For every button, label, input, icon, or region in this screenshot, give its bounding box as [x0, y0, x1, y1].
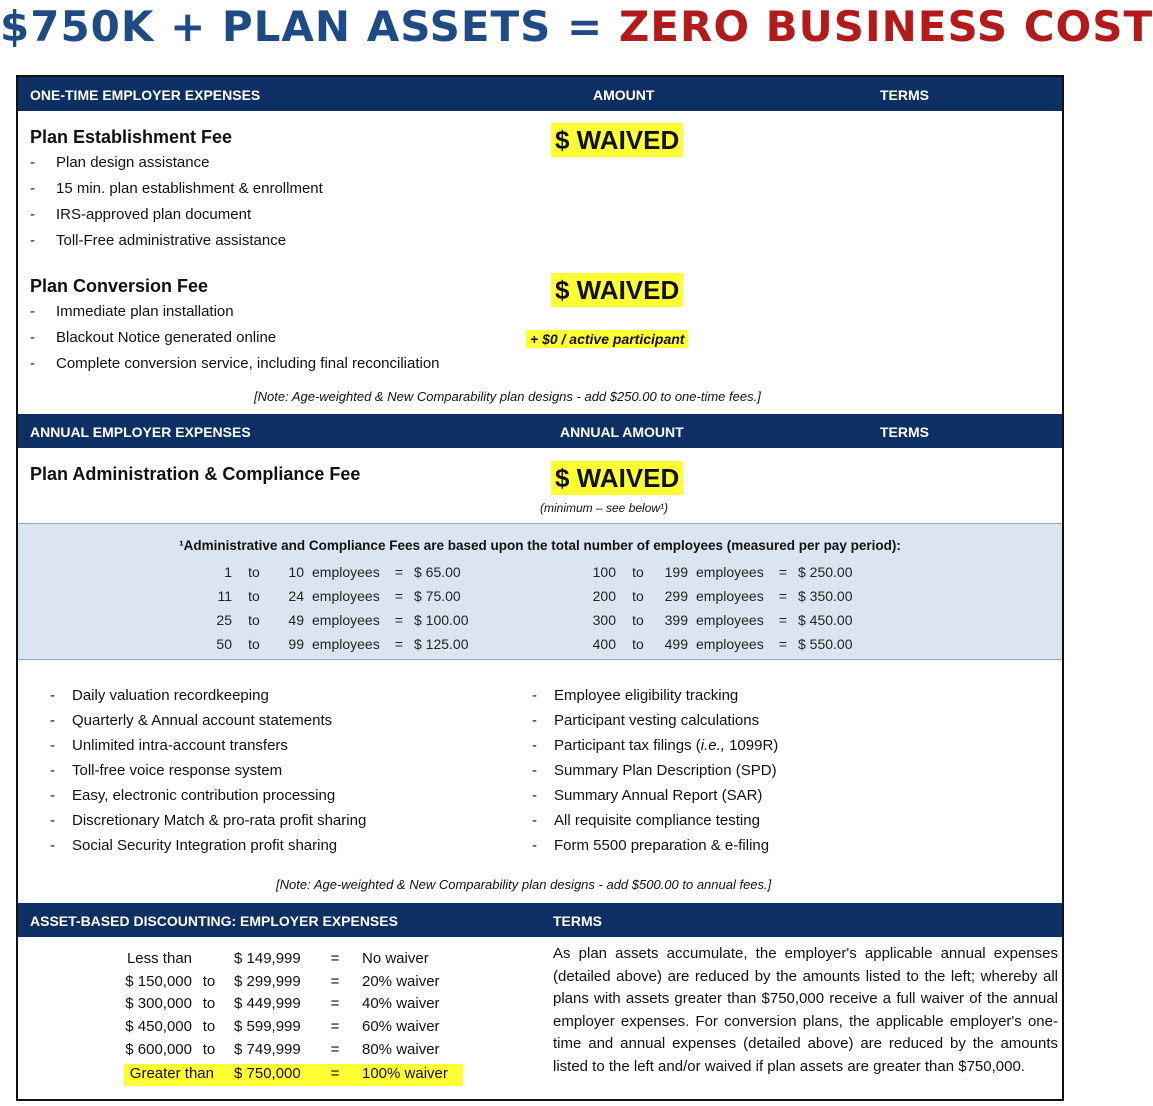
list-item-text: Complete conversion service, including final reconciliation: [56, 355, 440, 372]
asset-cell: 60% waiver: [362, 1018, 440, 1036]
tier-cell: 100: [592, 564, 616, 580]
dash-bullet: -: [532, 837, 537, 854]
service-text: Discretionary Match & pro-rata profit sharing: [72, 812, 367, 829]
establishment-fee-title: Plan Establishment Fee: [30, 127, 233, 147]
tier-cell: 200: [592, 588, 616, 604]
service-text: All requisite compliance testing: [554, 812, 760, 829]
tier-cell: 1: [224, 564, 232, 580]
one-time-note: [Note: Age-weighted & New Comparability plan designs - add $250.00 to one-time fees.]: [254, 389, 761, 404]
terms-header: TERMS: [880, 87, 929, 103]
service-text: Form 5500 preparation & e-filing: [554, 837, 770, 854]
list-item: [30, 206, 252, 223]
list-item: [30, 180, 323, 197]
service-item: [532, 687, 739, 704]
asset-cell: $ 749,999: [234, 1040, 301, 1058]
amount-header: AMOUNT: [593, 87, 655, 103]
asset-cell: No waiver: [362, 950, 429, 967]
tier-cell: to: [248, 636, 260, 652]
tier-cell: =: [778, 612, 788, 628]
tier-cell: 49: [288, 612, 304, 628]
asset-cell: 40% waiver: [362, 995, 440, 1013]
service-text: Easy, electronic contribution processing: [72, 787, 336, 804]
tier-cell: 24: [288, 588, 304, 604]
admin-waived: $ WAIVED: [551, 461, 683, 495]
tier-cell: to: [248, 612, 260, 628]
annual-header-label: ANNUAL EMPLOYER EXPENSES: [30, 424, 251, 440]
tier-cell: to: [248, 588, 260, 604]
tier-cell: =: [778, 588, 788, 604]
fee-schedule: [16, 75, 1064, 1101]
asset-cell: =: [330, 995, 340, 1013]
tier-cell: 11: [217, 588, 232, 604]
annual-amount-header: ANNUAL AMOUNT: [560, 424, 684, 440]
tier-cell: =: [394, 636, 404, 652]
service-text: Social Security Integration profit sharing: [72, 837, 338, 854]
asset-cell: $ 149,999: [234, 950, 301, 967]
dash-bullet: -: [532, 787, 537, 804]
dash-bullet: -: [30, 329, 35, 346]
tier-cell: 199: [664, 564, 688, 580]
asset-cell: Less than: [126, 950, 192, 967]
service-item: [50, 762, 283, 779]
asset-cell: 80% waiver: [362, 1040, 440, 1058]
tier-cell: employees: [312, 636, 380, 652]
dash-bullet: -: [30, 232, 35, 249]
service-text: Summary Plan Description (SPD): [554, 762, 777, 779]
service-item: [532, 812, 760, 829]
asset-cell: =: [330, 950, 340, 967]
tier-cell: 99: [288, 636, 304, 652]
service-text: Unlimited intra-account transfers: [72, 737, 288, 754]
service-text: Quarterly & Annual account statements: [72, 712, 333, 729]
asset-cell: $ 599,999: [234, 1018, 301, 1036]
tier-cell: $ 75.00: [414, 588, 461, 604]
annual-terms-header: TERMS: [880, 424, 929, 440]
service-item: [532, 787, 763, 804]
service-item: [50, 712, 333, 729]
dash-bullet: -: [50, 712, 55, 729]
dash-bullet: -: [50, 837, 55, 854]
asset-highlight-cell: 100% waiver: [362, 1065, 448, 1082]
asset-cell: $ 150,000: [125, 972, 192, 990]
tier-cell: =: [394, 612, 404, 628]
asset-terms-header: TERMS: [553, 913, 602, 929]
tier-cell: =: [778, 564, 788, 580]
admin-fee-title: Plan Administration & Compliance Fee: [30, 464, 361, 484]
asset-cell: =: [330, 1018, 340, 1036]
asset-highlight-cell: =: [330, 1065, 340, 1082]
tier-heading: ¹Administrative and Compliance Fees are based upon the total number of employees (measured per pay period):: [179, 538, 901, 553]
asset-cell: to: [202, 995, 216, 1013]
asset-cell: to: [202, 1018, 216, 1036]
list-item: [30, 232, 287, 249]
service-item: [532, 837, 770, 854]
tier-cell: 499: [664, 636, 688, 652]
tier-cell: $ 550.00: [798, 636, 853, 652]
list-item: [30, 303, 234, 320]
service-item: [532, 712, 760, 729]
annual-header: [18, 414, 1062, 448]
title-part-red: ZERO BUSINESS COST: [618, 2, 1153, 51]
tier-cell: =: [394, 588, 404, 604]
dash-bullet: -: [30, 355, 35, 372]
page-title: [0, 2, 1153, 58]
dash-bullet: -: [50, 687, 55, 704]
asset-cell: 20% waiver: [362, 972, 440, 990]
tier-schedule: [18, 523, 1062, 660]
tier-cell: employees: [696, 564, 764, 580]
tier-cell: 400: [592, 636, 616, 652]
tier-cell: $ 100.00: [414, 612, 469, 628]
dash-bullet: -: [30, 180, 35, 197]
dash-bullet: -: [532, 737, 537, 754]
tier-cell: to: [632, 636, 644, 652]
tier-cell: $ 250.00: [798, 564, 853, 580]
dash-bullet: -: [532, 712, 537, 729]
tier-cell: employees: [312, 612, 380, 628]
list-item: [30, 329, 277, 346]
service-text: [554, 737, 778, 754]
tier-cell: employees: [696, 636, 764, 652]
asset-header-label: ASSET-BASED DISCOUNTING: EMPLOYER EXPENSES: [30, 913, 398, 929]
dash-bullet: -: [30, 154, 35, 171]
tax-after: 1099R): [724, 737, 779, 754]
asset-cell: to: [202, 972, 216, 990]
dash-bullet: -: [50, 787, 55, 804]
asset-highlight-cell: Greater than: [129, 1065, 214, 1082]
list-item-text: Blackout Notice generated online: [56, 329, 277, 346]
asset-cell: $ 450,000: [125, 1018, 192, 1036]
service-item: [50, 837, 338, 854]
tier-cell: to: [632, 564, 644, 580]
asset-header: [18, 903, 1062, 937]
tier-cell: to: [632, 612, 644, 628]
asset-cell: =: [330, 1040, 340, 1058]
one-time-header: [18, 77, 1062, 111]
service-item: [532, 762, 777, 779]
list-item-text: Toll-Free administrative assistance: [56, 232, 287, 249]
tier-cell: 25: [216, 612, 232, 628]
list-item-text: 15 min. plan establishment & enrollment: [56, 180, 323, 197]
tier-cell: $ 125.00: [414, 636, 469, 652]
asset-cell: $ 299,999: [234, 972, 301, 990]
tier-cell: employees: [312, 588, 380, 604]
tax-before: Participant tax filings (: [554, 737, 701, 754]
tier-cell: 10: [288, 564, 304, 580]
list-item-text: IRS-approved plan document: [56, 206, 252, 223]
service-item: [50, 737, 288, 754]
establishment-waived: $ WAIVED: [551, 123, 683, 157]
tier-cell: employees: [312, 564, 380, 580]
dash-bullet: -: [50, 812, 55, 829]
service-item: [50, 687, 269, 704]
dash-bullet: -: [50, 737, 55, 754]
list-item-text: Plan design assistance: [56, 154, 210, 171]
dash-bullet: -: [532, 762, 537, 779]
tier-cell: to: [632, 588, 644, 604]
service-text: Participant vesting calculations: [554, 712, 760, 729]
service-text: Summary Annual Report (SAR): [554, 787, 763, 804]
service-item: [50, 812, 367, 829]
asset-terms-text: As plan assets accumulate, the employer's applicable annual expenses (detailed above) are reduced by the amounts listed to the left; whereby all plans with assets greater than $750,000 receive a full waiver of the annual employer expenses. For conversion plans, the applicable employer's one-time and annual expenses (detailed above) are reduced by the amounts listed to the left and/or waived if plan assets are greater than $750,000.: [553, 945, 1058, 1075]
asset-highlight-cell: $ 750,000: [234, 1065, 301, 1082]
service-item: [50, 787, 336, 804]
dash-bullet: -: [30, 206, 35, 223]
service-item: [532, 737, 779, 754]
one-time-header-label: ONE-TIME EMPLOYER EXPENSES: [30, 87, 261, 103]
asset-cell: $ 600,000: [125, 1040, 192, 1058]
conversion-fee-title: Plan Conversion Fee: [30, 276, 209, 296]
asset-cell: to: [202, 1040, 216, 1058]
tier-cell: 50: [216, 636, 232, 652]
asset-cell: =: [330, 972, 340, 990]
annual-note: [Note: Age-weighted & New Comparability plan designs - add $500.00 to annual fees.]: [276, 877, 772, 892]
tier-cell: employees: [696, 588, 764, 604]
service-text: Toll-free voice response system: [72, 762, 283, 779]
asset-cell: $ 449,999: [234, 995, 301, 1013]
tier-cell: =: [778, 636, 788, 652]
tier-cell: to: [248, 564, 260, 580]
service-text: Daily valuation recordkeeping: [72, 687, 269, 704]
tier-cell: $ 450.00: [798, 612, 853, 628]
tier-cell: employees: [696, 612, 764, 628]
tier-cell: 300: [592, 612, 616, 628]
tier-cell: $ 350.00: [798, 588, 853, 604]
dash-bullet: -: [30, 303, 35, 320]
conversion-per-participant: + $0 / active participant: [526, 330, 688, 348]
dash-bullet: -: [50, 762, 55, 779]
list-item: [30, 355, 440, 372]
tax-italic: i.e.,: [700, 737, 725, 754]
conversion-waived: $ WAIVED: [551, 273, 683, 307]
service-text: Employee eligibility tracking: [554, 687, 739, 704]
dash-bullet: -: [532, 687, 537, 704]
tier-cell: 299: [664, 588, 688, 604]
list-item-text: Immediate plan installation: [56, 303, 234, 320]
tier-cell: =: [394, 564, 404, 580]
dash-bullet: -: [532, 812, 537, 829]
list-item: [30, 154, 210, 171]
admin-minimum-note: (minimum – see below¹): [540, 501, 669, 515]
title-part-blue: $750K + PLAN ASSETS =: [0, 2, 619, 51]
tier-cell: $ 65.00: [414, 564, 461, 580]
asset-cell: $ 300,000: [125, 995, 192, 1013]
tier-cell: 399: [664, 612, 688, 628]
